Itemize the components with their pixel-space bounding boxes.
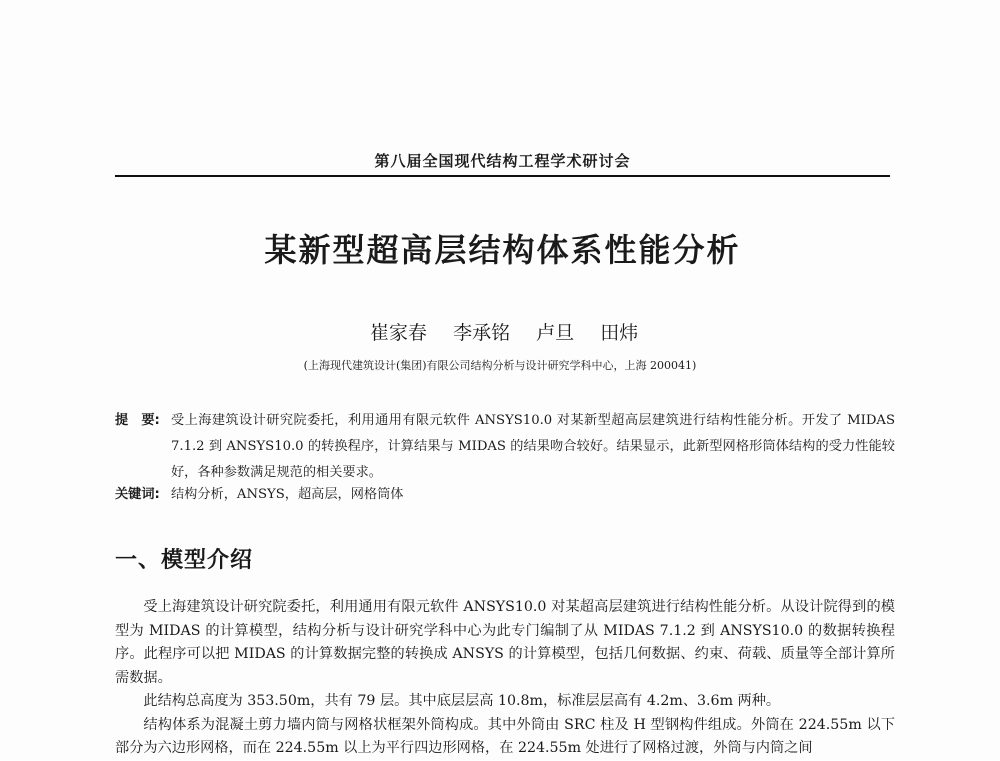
- paper-title: 某新型超高层结构体系性能分析: [264, 231, 741, 269]
- author-affiliation: (上海现代建筑设计(集团)有限公司结构分析与设计研究学科中心，上海 200041): [303, 359, 697, 372]
- author-name: 卢旦: [536, 322, 575, 344]
- keywords-block: [115, 483, 895, 507]
- keywords-label: 关键词:: [115, 487, 160, 502]
- abstract-block: [115, 408, 895, 486]
- body-paragraph: 受上海建筑设计研究院委托，利用通用有限元软件 ANSYS10.0 对某超高层建筑进行结构性能分析。从设计院得到的模型为 MIDAS 的计算模型，结构分析与设计研究学科中心为此专门编制了从 MIDAS 7.1.2 到 ANSYS10.0 的数据转换程序。此程序可以把 MIDAS 的计算数据完整的转换成 ANSYS 的计算模型，包括几何数据、约束、荷载、质量等全部计算所需数据。: [115, 599, 895, 686]
- body-paragraph: 此结构总高度为 353.50m，共有 79 层。其中底层层高 10.8m，标准层层高有 4.2m、3.6m 两种。: [143, 693, 781, 709]
- section-heading: 一、模型介绍: [115, 548, 254, 573]
- header-divider: [115, 175, 890, 177]
- keywords-text: 结构分析，ANSYS，超高层，网格筒体: [171, 487, 404, 502]
- author-name: 田炜: [600, 322, 639, 344]
- body-paragraph: 结构体系为混凝土剪力墙内筒与网格状框架外筒构成。其中外筒由 SRC 柱及 H 型钢构件组成。外筒在 224.55m 以下部分为六边形网格，而在 224.55m 以上为平行四边形网格，在 224.55m 处进行了网格过渡，外筒与内筒之间: [115, 716, 895, 756]
- author-list: [370, 318, 670, 345]
- author-name: 李承铭: [453, 322, 511, 344]
- section-body: [115, 596, 895, 761]
- author-name: 崔家春: [370, 322, 428, 344]
- abstract-text: 受上海建筑设计研究院委托，利用通用有限元软件 ANSYS10.0 对某新型超高层建筑进行结构性能分析。开发了 MIDAS 7.1.2 到 ANSYS10.0 的转换程序，计算结果与 MIDAS 的结果吻合较好。结果显示，此新型网格形筒体结构的受力性能较好，各种参数满足规范的相关要求。: [171, 413, 895, 480]
- conference-header: 第八届全国现代结构工程学术研讨会: [374, 152, 631, 170]
- abstract-label: 提 要:: [115, 413, 160, 428]
